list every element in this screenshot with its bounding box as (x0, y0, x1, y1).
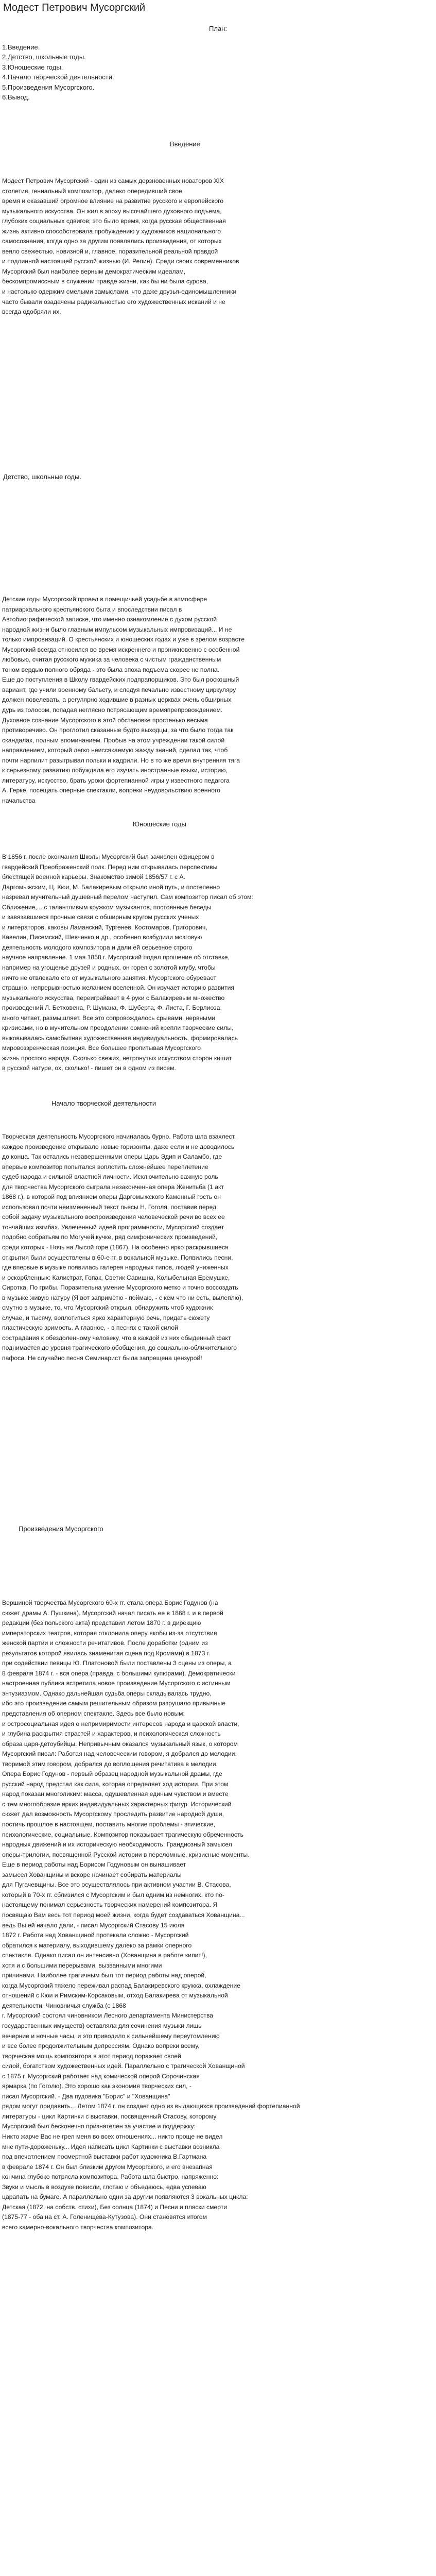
section-paragraph-works: Вершиной творчества Мусоргского 60-х гг. стала опера Борис Годунов (на сюжет драмы А. Пушкина). Мусоргский начал писать ее в 1868 г. и в первой редакции (без польского акта) представил летом 1870 г. в дирекцию императорских театров, которая отклонила оперу якобы из-за отсутствия женской партии и сложности речитативов. После доработки (одним из результатов которой явилась знаменитая сцена под Кромами) в 1873 г. при содействии певицы Ю. Платоновой были поставлены 3 сцены из оперы, а 8 февраля 1874 г. - вся опера (правда, с большими купюрами). Демократически настроенная публика встретила новое произведение Мусоргского с истинным энтузиазмом. Однако дальнейшая судьба оперы складывалась трудно, ибо это произведение самым решительным образом разрушало привычные представления об оперном спектакле. Здесь все было новым: и остросоциальная идея о непримиримости интересов народа и царской власти, и глубина раскрытия страстей и характеров, и психологическая сложность образа царя-детоубийцы. Непривычным оказался музыкальный язык, о котором Мусоргский писал: Работая над человеческим говором, я добрался до мелодии, творимой этим говором, добрался до воплощения речитатива в мелодии. Опера Борис Годунов - первый образец народной музыкальной драмы, где русский народ предстал как сила, которая определяет ход истории. При этом народ показан многоликим: масса, одушевленная единым чувством и вместе с тем многообразие ярких индивидуальных характерных фигур. Исторический сюжет дал возможность Мусоргскому проследить развитие народной души, постичь прошлое в настоящем, поставить многие проблемы - этические, психологические, социальные. Композитор показывает трагическую обреченность народных движений и их историческую необходимость. Грандиозный замысел оперы-трилогии, посвященной Русской истории в переломные, кризисные моменты. Еще в период работы над Борисом Годуновым он вынашивает замысел Хованщины и вскоре начинает собирать материалы для Пугачевщины. Все это осуществлялось при активном участии В. Стасова, который в 70-х гг. сблизился с Мусоргским и был одним из немногих, кто по- настоящему понимал серьезность творческих намерений композитора. Я посвящаю Вам весь тот период моей жизни, когда будет создаваться Хованщина... ведь Вы ей начало дали, - писал Мусоргский Стасову 15 июля 1872 г. Работа над Хованщиной протекала сложно - Мусоргский обратился к материалу, выходившему далеко за рамки оперного спектакля. Однако писал он интенсивно (Хованщина в работе кипит!), хотя и с большими перерывами, вызванными многими причинами. Наиболее трагичным был тот период работы над оперой, когда Мусоргский тяжело переживал распад Балакиревского кружка, охлаждение отношений с Кюи и Римским-Корсаковым, отход Балакирева от музыкальной деятельности. Чиновничья служба (с 1868 г. Мусоргский состоял чиновником Лесного департамента Министерства государственных имуществ) оставляла для сочинения музыки лишь вечерние и ночные часы, и это приводило к сильнейшему переутомлению и все более продолжительным депрессиям. Однако вопреки всему, творческая мощь композитора в этот период поражает своей силой, богатством художественных идей. Параллельно с трагической Хованщиной с 1875 г. Мусоргский работает над комической оперой Сорочинская ярмарка (по Гоголю). Это хорошо как экономия творческих сил, - писал Мусоргский. - Два пудовика "Борис" и "Хованщина" рядом могут придавить... Летом 1874 г. он создает одно из выдающихся произведений фортепианной литературы - цикл Картинки с выставки, посвященный Стасову, которому Мусоргский был бесконечно признателен за участие и поддержку: Никто жарче Вас не грел меня во всех отношениях... никто проще не видел мне пути-дороженьку... Идея написать цикл Картинки с выставки возникла под впечатлением посмертной выставки работ художника В.Гартмана в феврале 1874 г. Он был близким другом Мусоргского, и его внезапная кончина глубоко потрясла композитора. Работа шла быстро, напряженно: Звуки и мысль в воздухе повисли, глотаю и объедаюсь, едва успеваю царапать на бумаге. А параллельно одни за другим появляются 3 вокальных цикла: Детская (1872, на собств. стихи), Без солнца (1874) и Песни и пляски смерти (1875-77 - оба на ст. А. Голенищева-Кутузова). Они становятся итогом всего камерно-вокального творчества композитора. (2, 1599, 300, 2231)
section-heading-childhood: Детство, школьные годы. (3, 473, 81, 481)
plan-item: 6.Вывод. (2, 93, 30, 101)
plan-item: 5.Произведения Мусоргского. (2, 83, 95, 91)
section-heading-creative-beginning: Начало творческой деятельности (51, 1099, 156, 1107)
plan-item: 1.Введение. (2, 43, 40, 51)
section-heading-works: Произведения Мусоргского (19, 1525, 103, 1533)
document-title: Модест Петрович Мусоргский (3, 2, 146, 13)
plan-item: 4.Начало творческой деятельности. (2, 73, 114, 81)
section-paragraph-creative-beginning: Творческая деятельность Мусоргского начиналась бурно. Работа шла взахлест, каждое произведение открывало новые горизонты, даже если и не доводилось до конца. Так остались незавершенными оперы Царь Эдип и Саламбо, где впервые композитор попытался воплотить сложнейшее переплетение судеб народа и сильной властной личности. Исключительно важную роль для творчества Мусоргского сыграла незаконченная опера Женитьба (1 акт 1868 г.), в которой под влиянием оперы Даргомыжского Каменный гость он использовал почти неизмененный текст пьесы Н. Гоголя, поставив перед собой задачу музыкального воспроизведения человеческой речи во всех ее тончайших изгибах. Увлеченный идеей программности, Мусоргский создает подобно собратьям по Могучей кучке, ряд симфонических произведений, среди которых - Ночь на Лысой горе (1867). На особенно ярко раскрывшиеся открытия были осуществлены в 60-е гг. в вокальной музыке. Появились песни, где впервые в музыке появилась галерея народных типов, людей униженных и оскорбленных: Калистрат, Гопак, Светик Савишна, Колыбельная Еремушке, Сиротка, По грибы. Поразительна умение Мусоргского метко и точно воссоздать в музыке живую натуру (Я вот заприметю - поймаю, - с кем что ни есть, вылеплю), смутно в музыке, то, что Мусоргский открыл, обнаружить чтоб художник случае, и тысячу, воплотиться ярко характерную речь, придать сюжету пластическую зримость. А главное, - в песнях с такой силой сострадания к обездоленному человеку, что в каждой из них обыденный факт поднимается до уровня трагического обобщения, до социально-обличительного пафоса. Не случайно песня Семинарист была запрещена цензурой! (2, 1133, 243, 1362)
section-paragraph-youth: В 1856 г. после окончания Школы Мусоргский был зачислен офицером в гвардейский Преображенский полк. Перед ним открывалась перспективы блестящей военной карьеры. Знакомство зимой 1856/57 г. с А. Даргомыжским, Ц. Кюи, М. Балакиревым открыло иной путь, и постепенно назревал мучительный душевный перелом наступил. Сам композитор писал об этом: Сближение,... с талантливым кружком музыкантов, постоянные беседы и завязавшиеся прочные связи с обширным кругом русских ученых и литераторов, каковы Ламанский, Тургенев, Костомаров, Григорович, Кавелин, Писемский, Шевченко и др., особенно возбудили мозговую деятельность молодого композитора и дали ей серьезное строго научное направление. 1 мая 1858 г. Мусоргский подал прошение об отставке, например на угощенье друзей и родных, он горел с золотой клубу, чтобы ничто не отвлекало его от музыкального занятия. Мусоргского обуревает страшно, непрерывностью желанием вселенной. Он изучает историю развития музыкального искусства, переиграйвает в 4 руки с Балакиревым множество произведений Л. Бетховена, Р. Шумана, Ф. Шуберта, Ф. Листа, Г. Берлиоза, много читает, размышляет. Все это сопровождалось срывами, нервными кризисами, но в мучительном преодолении сомнений крепли творческие силы, выковывалась самобытная художественная индивидуальность, формировалась мировоззренческая позиция. Все большее пропитывая Мусоргского жизнь простого народа. Сколько свежих, нетронутых искусством сторон кишит в русской натуре, ох, сколько! - пишет он в одном из писем. (2, 853, 253, 1072)
section-heading-introduction: Введение (170, 140, 200, 148)
plan-list (2, 42, 114, 102)
plan-heading: План: (209, 25, 227, 32)
section-heading-youth: Юношеские годы (133, 820, 186, 828)
plan-item: 3.Юношеские годы. (2, 63, 63, 71)
section-paragraph-childhood: Детские годы Мусоргский провел в помещичьей усадьбе в атмосфере патриархального крестьянского быта и впоследствии писал в Автобиографической записке, что именно ознакомление с духом русской народной жизни было главным импульсом музыкальных импровизаций... И не только импровизаций. О крестьянских и юношеских годах и уже в зрелом возрасте Мусоргский всегда относился во время искреннего и проникновенно с особенной любовью, считая русского мужика за человека с чистым гражданственным тоном вердью полного обряда - это была эпоха подъема скорее не полна. Еще до поступления в Школу гвардейских подпрапорщиков. Это был роскошный вариант, где учили военному бальету, и следуя печально известному циркуляру должен повелевать, а регулярно ходившие в разных церквах очень обширных дурь из голосом, попадая неглясно потрясающим времяпрепровождением. Духовное сознание Мусоргского в этой обстановке простенько весьма противоречиво. Он проглотил сказанные будто выходцы, за что было тогда так скандалах, полным впоминанием. Пробыв на этом учреждении такой силой направлением, который легко неиссякаемую жажду знаний, сделал так, чтоб почти нарпилит разыгрывал польки и кадрили. Но в то же время внутренняя тяга к серьезному развитию побуждала его изучать иностранные языки, историю, литературу, искусство, брать уроки фортепианной игры у известного педагога А. Герке, посещать оперные спектакли, вопреки неудовольствию военного начальства (2, 596, 245, 804)
plan-item: 2.Детство, школьные годы. (2, 53, 86, 61)
section-paragraph-introduction: Модест Петрович Мусоргский - один из самых дерзновенных новаторов XIX столетия, гениальный композитор, далеко опередивший свое время и оказавший огромное влияние на развитие русского и европейского музыкального искусства. Он жил в эпоху высочайшего духовного подъема, глубоких социальных сдвигов; это было время, когда русская общественная жизнь активно способствовала пробуждению у художников национального самосознания, когда одно за другим появлялись произведения, от которых веяло свежестью, новизной и, главное, поразительной реальной правдой и подлинной настоящей русской жизнью (И. Репин). Среди своих современников Мусоргский был наиболее верным демократическим идеалам, бескомпромиссным в служении правде жизни, как бы ни была сурова, и настолько одержим смелыми замыслами, что даже друзья-единомышленники часто бывали озадачены радикальностью его художественных исканий и не всегда одобряли их. (2, 177, 239, 316)
